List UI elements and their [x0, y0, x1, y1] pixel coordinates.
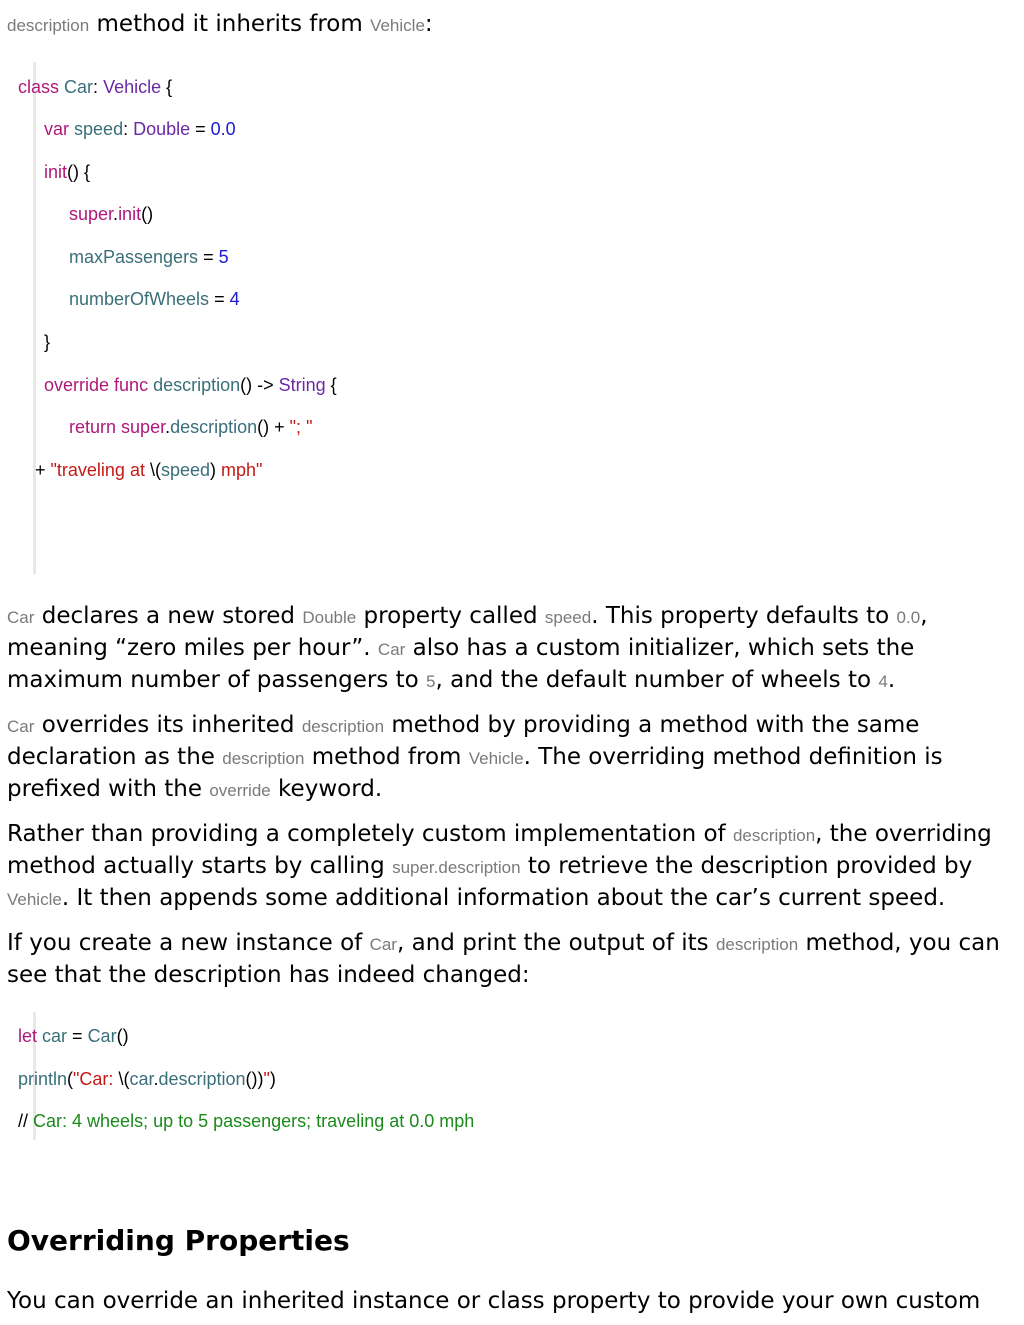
inline-code: Vehicle — [370, 16, 425, 35]
intro-line: description method it inherits from Vehicle: — [7, 11, 433, 37]
paragraph: Car declares a new stored Double property called speed. This property defaults to 0.0, meaning “zero miles per hour”. Car also has a custom initializer, which sets the maximum number of passengers to 5, and the default number of wheels to 4. — [7, 603, 928, 693]
paragraph: You can override an inherited instance or class property to provide your own custom — [7, 1288, 981, 1314]
code-line: var speed: Double = 0.0 — [44, 119, 236, 139]
code-line: super.init() — [69, 204, 154, 224]
paragraph: If you create a new instance of Car, and print the output of its description method, you can see that the description has indeed changed: — [7, 930, 1000, 988]
code-line: override func description() -> String { — [44, 375, 337, 395]
code-line: + "traveling at \(speed) mph" — [35, 460, 263, 480]
code-line: class Car: Vehicle { — [18, 77, 173, 97]
code-line: return super.description() + "; " — [69, 417, 313, 437]
code-line: numberOfWheels = 4 — [69, 289, 240, 309]
section-heading: Overriding Properties — [7, 1224, 350, 1257]
paragraph: Car overrides its inherited description method by providing a method with the same declaration as the description method from Vehicle. The overriding method definition is prefixed with the override keyword. — [7, 712, 943, 802]
paragraph: Rather than providing a completely custom implementation of description, the overriding method actually starts by calling super.description to retrieve the description provided by Vehicle. It then appends some additional information about the car’s current speed. — [7, 821, 992, 911]
code-line: let car = Car() — [18, 1026, 129, 1046]
code-line: maxPassengers = 5 — [69, 247, 229, 267]
code-line: init() { — [44, 162, 91, 182]
inline-code: description — [7, 16, 90, 35]
code-comment: // Car: 4 wheels; up to 5 passengers; traveling at 0.0 mph — [18, 1111, 475, 1131]
code-line: println("Car: \(car.description())") — [18, 1069, 276, 1089]
code-line: } — [44, 332, 51, 352]
code-block-gutter — [33, 62, 36, 574]
